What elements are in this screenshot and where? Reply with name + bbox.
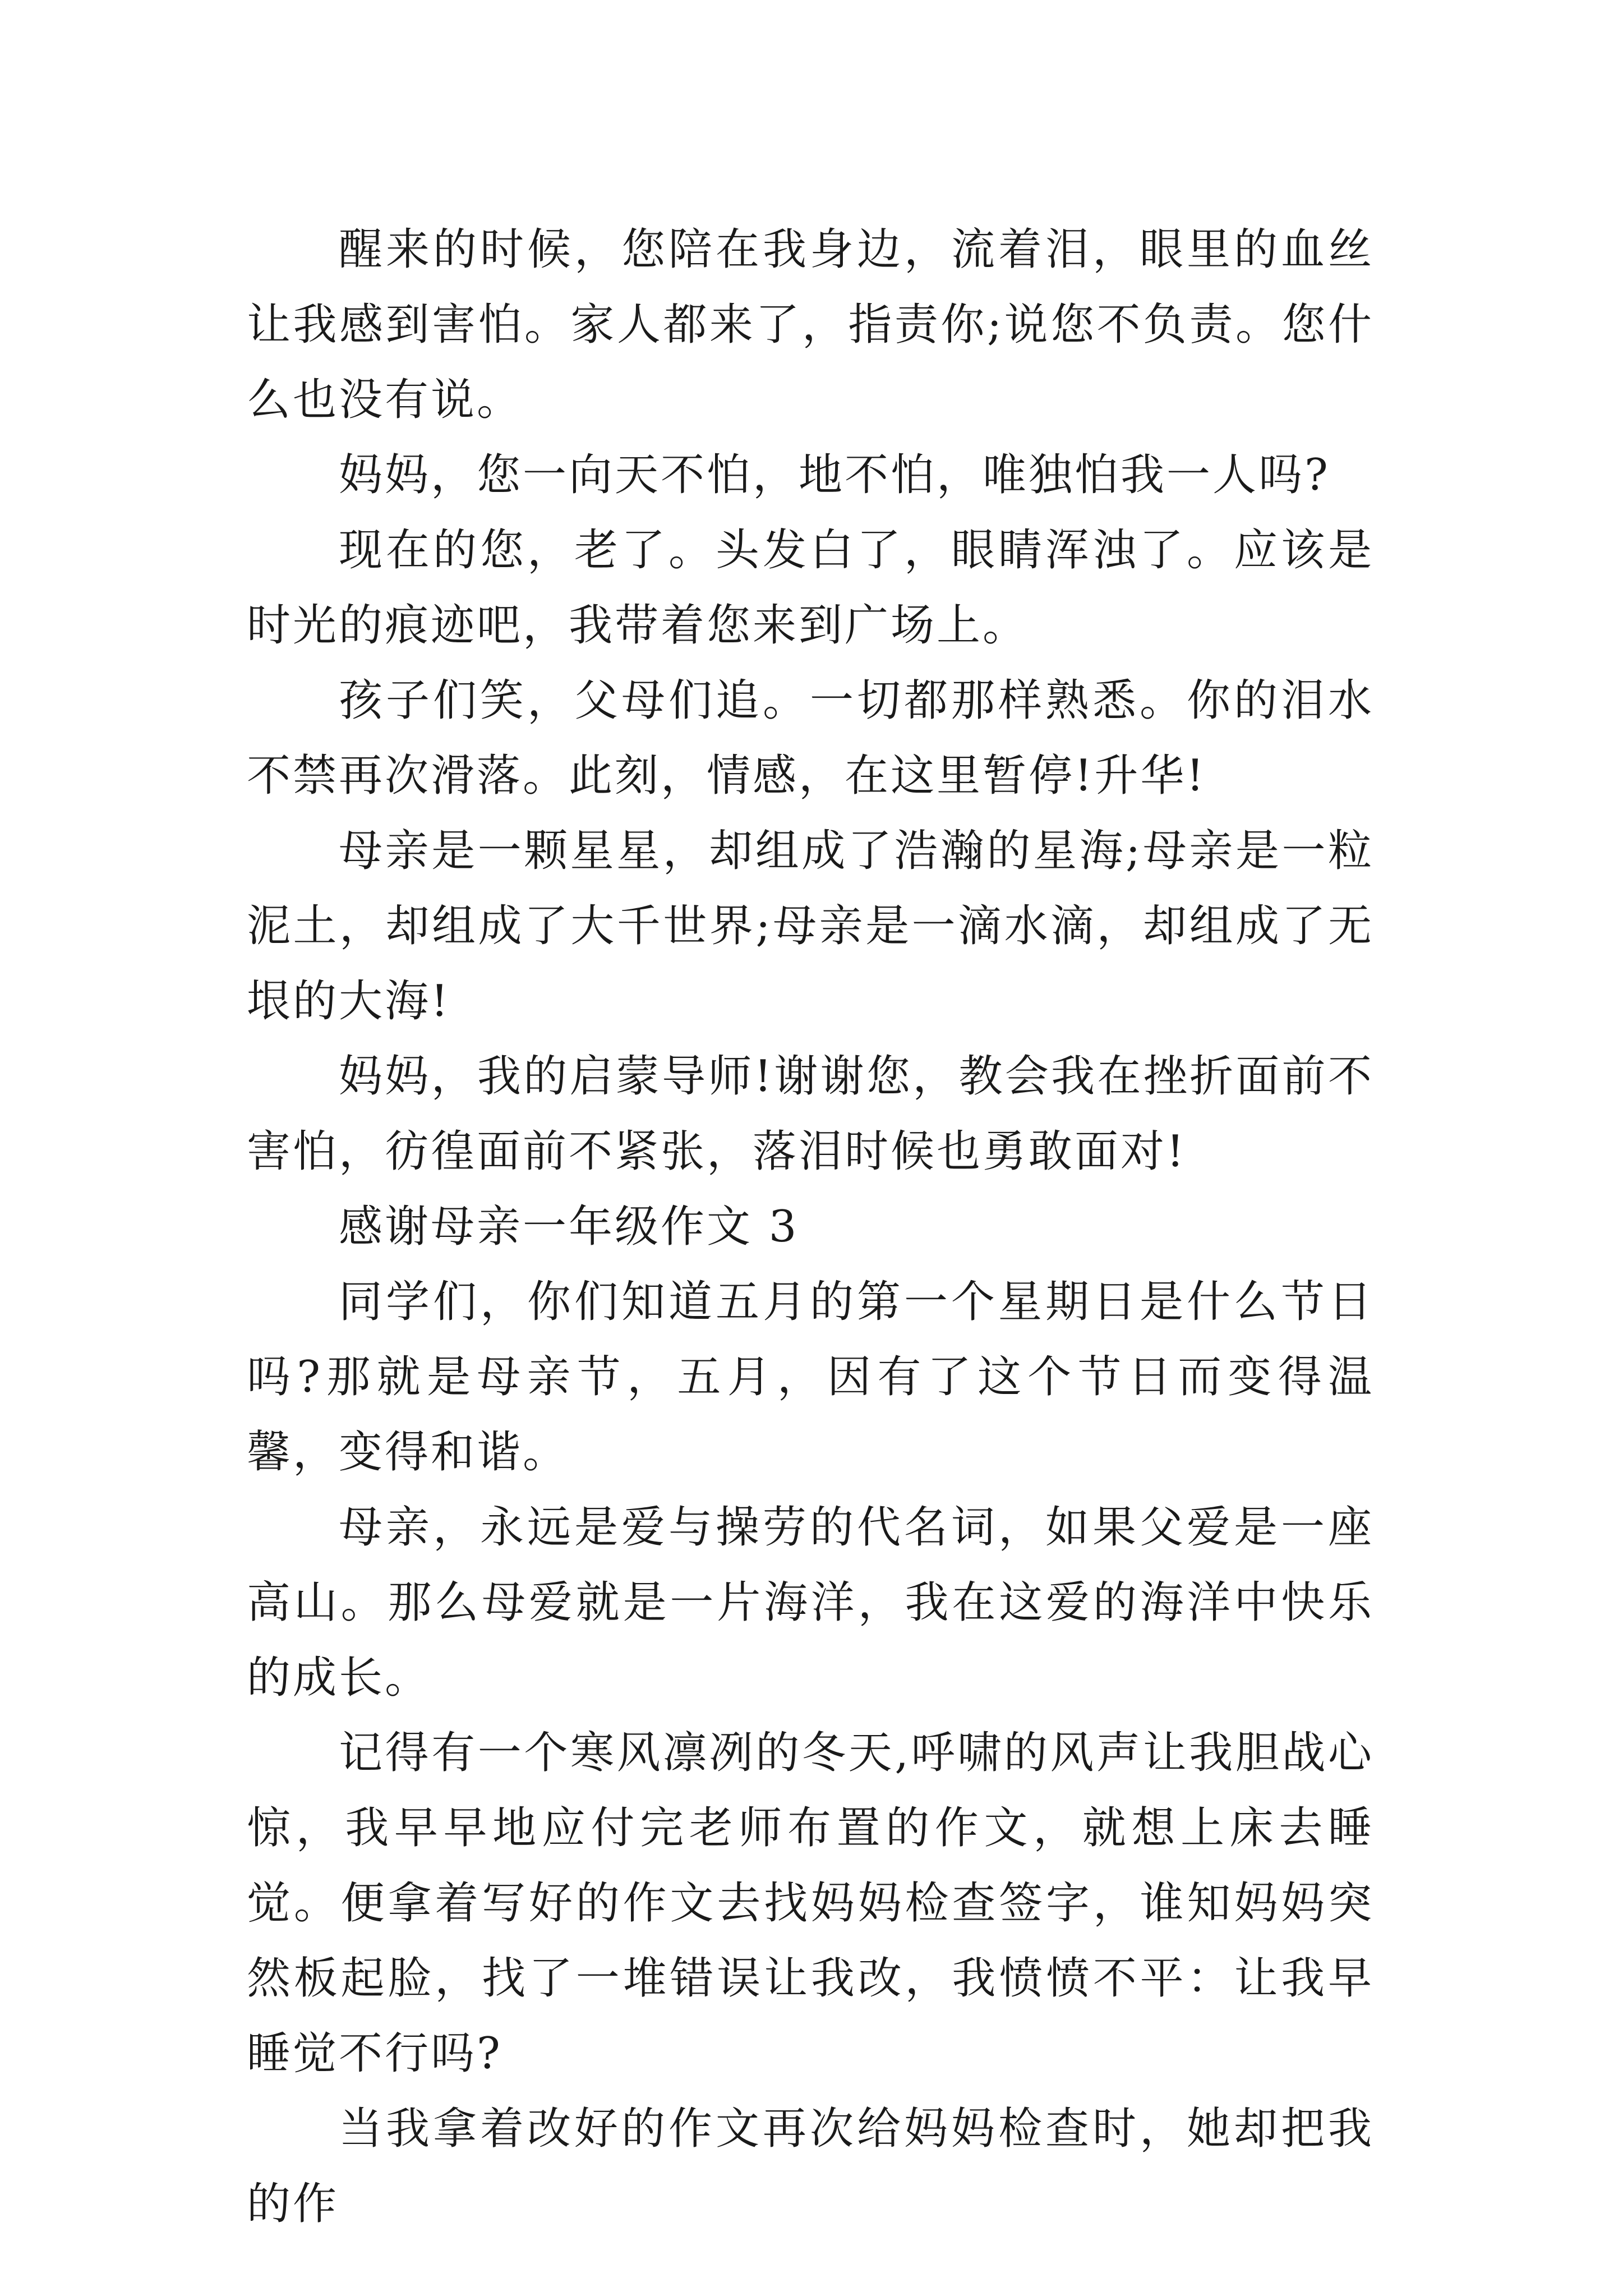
paragraph: 当我拿着改好的作文再次给妈妈检查时，她却把我的作 xyxy=(247,2104,1374,2229)
paragraph: 妈妈，我的启蒙导师!谢谢您，教会我在挫折面前不害怕，彷徨面前不紧张，落泪时候也勇敢面对! xyxy=(247,1051,1374,1177)
paragraph: 记得有一个寒风凛冽的冬天,呼啸的风声让我胆战心惊，我早早地应付完老师布置的作文，就想上床去睡觉。便拿着写好的作文去找妈妈检查签字，谁知妈妈突然板起脸，找了一堆错误让我改，我愤愤不平：让我早睡觉不行吗? xyxy=(247,1728,1374,2079)
paragraph: 孩子们笑，父母们追。一切都那样熟悉。你的泪水不禁再次滑落。此刻，情感，在这里暂停!升华! xyxy=(247,675,1374,801)
document-body xyxy=(247,212,1374,2242)
paragraph: 现在的您，老了。头发白了，眼睛浑浊了。应该是时光的痕迹吧，我带着您来到广场上。 xyxy=(247,525,1374,651)
paragraph: 母亲，永远是爱与操劳的代名词，如果父爱是一座高山。那么母爱就是一片海洋，我在这爱的海洋中快乐的成长。 xyxy=(247,1502,1374,1703)
paragraph: 醒来的时候，您陪在我身边，流着泪，眼里的血丝让我感到害怕。家人都来了，指责你;说您不负责。您什么也没有说。 xyxy=(247,224,1374,425)
paragraph: 妈妈，您一向天不怕，地不怕，唯独怕我一人吗? xyxy=(339,450,1330,500)
paragraph: 母亲是一颗星星，却组成了浩瀚的星海;母亲是一粒泥土，却组成了大千世界;母亲是一滴水滴，却组成了无垠的大海! xyxy=(247,826,1374,1027)
section-title: 感谢母亲一年级作文 3 xyxy=(339,1202,799,1252)
paragraph: 同学们，你们知道五月的第一个星期日是什么节日吗?那就是母亲节，五月，因有了这个节日而变得温馨，变得和谐。 xyxy=(247,1277,1374,1478)
